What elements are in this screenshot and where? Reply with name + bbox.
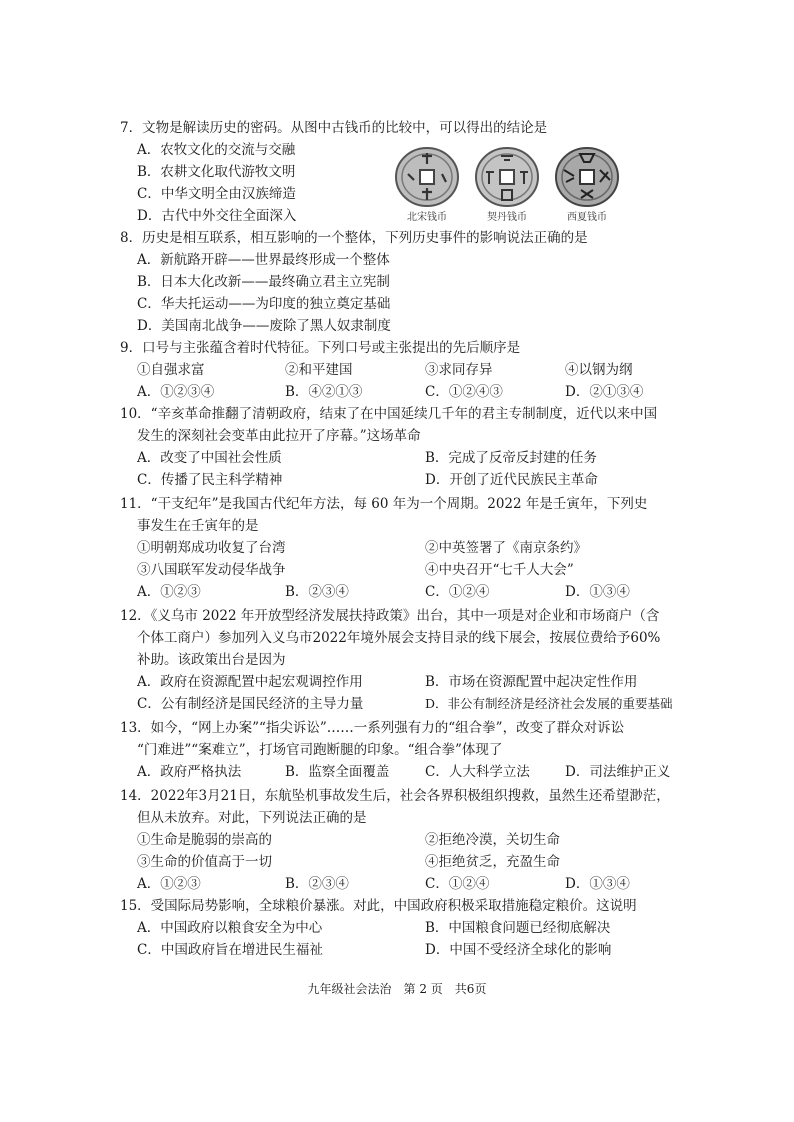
q8-option-b: B．日本大化改新——最终确立君主立宪制	[137, 274, 390, 290]
q9-item-3: ③求同存异	[425, 362, 493, 378]
q9-option-b: B．④②①③	[285, 384, 363, 400]
q14-option-a: A．①②③	[137, 876, 201, 892]
q15-option-b: B．中国粮食问题已经彻底解决	[425, 920, 611, 936]
q9-option-a: A．①②③④	[137, 384, 215, 400]
q14-option-c: C．①②④	[425, 876, 490, 892]
q13-option-d: D．司法维护正义	[565, 764, 671, 780]
q15-option-c: C．中国政府旨在增进民生福祉	[137, 942, 323, 958]
coin-caption-western-xia: 西夏钱币	[567, 212, 607, 223]
q10-option-d: D．开创了近代民族民主革命	[425, 472, 598, 488]
q14-option-d: D．①③④	[565, 876, 630, 892]
q14-stem-line-1: 14．2022年3月21日，东航坠机事故发生后，社会各界积极组织搜救，虽然生还希望渺茫，	[120, 788, 670, 804]
q15-option-a: A．中国政府以粮食安全为中心	[137, 920, 323, 936]
q14-item-1: ①生命是脆弱的崇高的	[137, 832, 272, 848]
q7-option-c: C．中华文明全由汉族缔造	[137, 186, 296, 202]
q10-option-a: A．改变了中国社会性质	[137, 450, 282, 466]
q8-option-c: C．华夫托运动——为印度的独立奠定基础	[137, 296, 391, 312]
q11-item-2: ②中英签署了《南京条约》	[425, 540, 587, 556]
coin-icon	[554, 146, 620, 208]
coin-icon	[394, 146, 460, 208]
q8-option-a: A．新航路开辟——世界最终形成一个整体	[137, 252, 390, 268]
q10-option-b: B．完成了反帝反封建的任务	[425, 450, 597, 466]
q7-option-a: A．农牧文化的交流与交融	[137, 142, 296, 158]
q9-option-c: C．①②④③	[425, 384, 503, 400]
q8-stem: 8．历史是相互联系，相互影响的一个整体，下列历史事件的影响说法正确的是	[120, 230, 588, 246]
q12-option-c: C．公有制经济是国民经济的主导力量	[137, 696, 364, 712]
q11-option-a: A．①②③	[137, 584, 201, 600]
q9-item-1: ①自强求富	[137, 362, 205, 378]
q14-item-3: ③生命的价值高于一切	[137, 854, 272, 870]
coin-caption-northern-song: 北宋钱币	[407, 212, 447, 223]
q15-option-d: D．中国不受经济全球化的影响	[425, 942, 612, 958]
q11-option-d: D．①③④	[565, 584, 630, 600]
q11-item-3: ③八国联军发动侵华战争	[137, 562, 286, 578]
q9-item-2: ②和平建国	[285, 362, 353, 378]
q13-stem-line-2: “门难进”“案难立”，打场官司跑断腿的印象。“组合拳”体现了	[137, 742, 503, 758]
coin-caption-khitan: 契丹钱币	[487, 212, 527, 223]
q12-option-d: D．非公有制经济是经济社会发展的重要基础	[425, 696, 673, 711]
q7-option-b: B．农耕文化取代游牧文明	[137, 164, 296, 180]
q10-option-c: C．传播了民主科学精神	[137, 472, 283, 488]
q8-option-d: D．美国南北战争——废除了黑人奴隶制度	[137, 318, 391, 334]
q14-stem-line-2: 但从未放弃。对此，下列说法正确的是	[137, 810, 367, 826]
q7-option-d: D．古代中外交往全面深入	[137, 208, 297, 224]
q10-stem-line-2: 发生的深刻社会变革由此拉开了序幕。”这场革命	[137, 428, 421, 444]
page-footer: 九年级社会法治 第 2 页 共6页	[307, 982, 487, 996]
q13-option-b: B．监察全面覆盖	[285, 764, 390, 780]
q13-option-c: C．人大科学立法	[425, 764, 530, 780]
q12-stem-line-3: 补助。该政策出台是因为	[137, 652, 286, 668]
q11-stem-line-1: 11．“干支纪年”是我国古代纪年方法，每 60 年为一个周期。2022 年是壬寅年，下列史	[120, 496, 648, 512]
q11-stem-line-2: 事发生在壬寅年的是	[137, 518, 259, 534]
q9-option-d: D．②①③④	[565, 384, 644, 400]
q9-stem: 9．口号与主张蕴含着时代特征。下列口号或主张提出的先后顺序是	[120, 340, 521, 356]
q13-stem-line-1: 13．如今，“网上办案”“指尖诉讼”……一系列强有力的“组合拳”，改变了群众对诉讼	[120, 720, 625, 736]
q12-option-a: A．政府在资源配置中起宏观调控作用	[137, 674, 363, 690]
q11-item-4: ④中央召开“七千人大会”	[425, 562, 574, 578]
q12-stem-line-1: 12．《义乌市 2022 年开放型经济发展扶持政策》出台，其中一项是对企业和市场商户（含	[120, 608, 660, 624]
q13-option-a: A．政府严格执法	[137, 764, 242, 780]
q7-stem: 7．文物是解读历史的密码。从图中古钱币的比较中，可以得出的结论是	[120, 120, 548, 136]
q14-item-4: ④拒绝贫乏，充盈生命	[425, 854, 560, 870]
q11-item-1: ①明朝郑成功收复了台湾	[137, 540, 286, 556]
q9-item-4: ④以钢为纲	[565, 362, 633, 378]
coin-icon	[474, 146, 540, 208]
q10-stem-line-1: 10．“辛亥革命推翻了清朝政府，结束了在中国延续几千年的君主专制制度，近代以来中国	[120, 406, 658, 422]
q12-option-b: B．市场在资源配置中起决定性作用	[425, 674, 638, 690]
q11-option-b: B．②③④	[285, 584, 349, 600]
q12-stem-line-2: 个体工商户）参加列入义乌市2022年境外展会支持目录的线下展会，按展位费给予60%	[137, 630, 661, 646]
q15-stem: 15．受国际局势影响，全球粮价暴涨。对此，中国政府积极采取措施稳定粮价。这说明	[120, 898, 637, 914]
q14-item-2: ②拒绝冷漠，关切生命	[425, 832, 560, 848]
q14-option-b: B．②③④	[285, 876, 349, 892]
coin-figure	[392, 146, 622, 224]
q11-option-c: C．①②④	[425, 584, 490, 600]
